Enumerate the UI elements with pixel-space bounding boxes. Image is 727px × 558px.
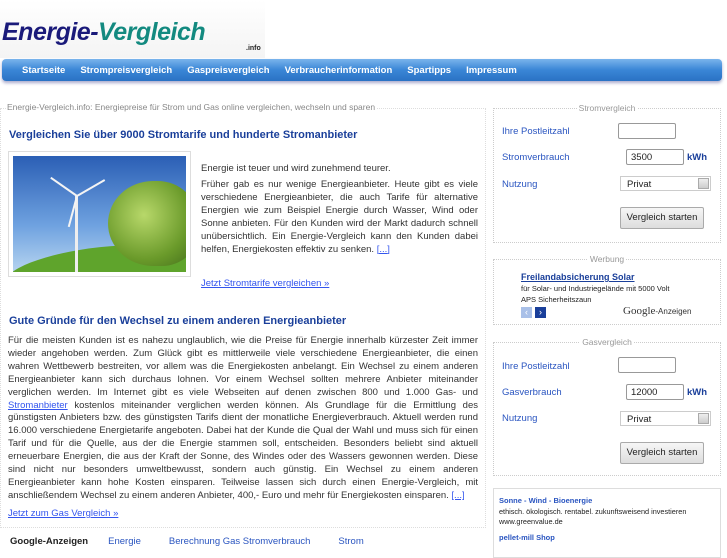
strom-comparison-form [493,103,721,243]
strom-plz-input[interactable] [618,123,676,139]
article2-title: Gute Gründe für den Wechsel zu einem anderen Energieanbieter [9,315,347,327]
google-ads-logo: Google-Anzeigen [623,305,692,317]
google-ads-bar [10,536,364,547]
stromanbieter-link[interactable]: Stromanbieter [8,399,68,411]
nav-startseite[interactable]: Startseite [22,64,66,76]
nav-impressum[interactable]: Impressum [466,64,517,76]
article2-body: Für die meisten Kunden ist es nahezu unglaublich, wie die Preise für Energie innerhalb kürzester Zeit immer wieder angehoben werden. Zum Glück gibt es mittlerweile viele verschiedene Energieanbieter, die einen wahren Wettbewerb bestreiten, vor allem was die Energiekosten anbelangt. Ein Wechsel zu einem anderen Energieanbieter kann sich durchaus lohnen. Vor einem Wechsel sollten mehrere Anbieter miteinander verglichen werden. Im Internet gibt es viele Webseiten auf denen zwischen 800 und 1.000 Gas- und Stromanbieter kostenlos miteinander verglichen werden können. Als Grundlage für die Ermittlung des günstigsten Anbieters bzw. des günstigsten Tarifs dient der monatliche Energieverbrauch. Aktuell werden rund 16.000 verschiedene Energietarife angeboten. Dabei hat der Kunde die Qual der Wahl und muss sich für einen Tarif und für die Quelle, aus der die Energie stammen soll, entscheiden. Besonders beliebt sind aktuell erneuerbare Energien, die aus der Kraft der Sonne, des Windes oder des Wassers gewonnen werden. Diese sind nicht nur besonders umweltbewusst, sondern auch günstig. Ein Wechsel zu einem anderen Energieanbieter kann hohe Kosten einsparen. Teilweise lassen sich durch einen Energie-Vergleich, mit anschließendem Wechsel zu einem anderen Anbieter, 400,- Euro und mehr für Energiekosten einsparen. [...] [8,335,478,501]
nav-gaspreisvergleich[interactable]: Gaspreisvergleich [187,64,270,76]
nav-spartipps[interactable]: Spartipps [407,64,452,76]
ad-link-berechnung[interactable]: Berechnung Gas Stromverbrauch [168,536,311,547]
gas-usage-input[interactable] [626,384,684,400]
article1-title: Vergleichen Sie über 9000 Stromtarife und hunderte Stromanbieter [9,129,358,141]
ad-link-strom[interactable]: Strom [338,536,364,547]
ad-box [493,254,721,325]
nav-strompreisvergleich[interactable]: Strompreisvergleich [80,64,173,76]
google-ads-label: Google-Anzeigen [10,536,89,547]
ad-line2: APS Sicherheitszaun [521,295,592,304]
wind-turbine-image [8,151,191,277]
prev-arrow-icon[interactable]: ‹ [521,307,532,318]
strom-unit: kWh [687,152,708,163]
gas-compare-link[interactable]: Jetzt zum Gas Vergleich » [8,508,119,519]
next-arrow-icon[interactable]: › [535,307,546,318]
ad-caption: Werbung [589,254,625,264]
article2-more-link[interactable]: [...] [451,489,465,501]
strom-type-select[interactable]: Privat [620,176,711,191]
site-logo[interactable] [0,0,265,58]
chevron-down-icon [698,178,709,189]
strom-plz-label: Ihre Postleitzahl [502,126,570,137]
gas-plz-input[interactable] [618,357,676,373]
gas-usage-label: Gasverbrauch [502,387,562,398]
ad-line1: für Solar- und Industriegelände mit 5000 Volt [521,284,670,293]
gas-submit-button[interactable]: Vergleich starten [620,442,704,464]
ad1-url[interactable]: www.greenvalue.de [499,517,563,526]
strom-submit-button[interactable]: Vergleich starten [620,207,704,229]
gas-unit: kWh [687,387,708,398]
logo-main: Energie- [2,18,99,46]
ad-link-energie[interactable]: Energie [108,536,141,547]
logo-accent: Vergleich [98,18,206,46]
main-nav [2,59,722,81]
article1-more-link[interactable]: [...] [376,243,390,255]
article1-body: Früher gab es nur wenige Energieanbieter. Heute gibt es viele verschiedene Energieanbieter, die auch Tarife für alternative Energien wie zum Beispiel Energie durch Wasser, Wind oder Sonne anbieten. Für den Kunden wird der Markt dadurch schnell unübersichtlich. Ein Energie-Vergleich kann den Kunden dabei helfen, Energiekosten effektiv zu senken. [...] [201,179,478,255]
strom-compare-link[interactable]: Jetzt Stromtarife vergleichen » [201,278,330,289]
ad1-title-link[interactable]: Sonne - Wind - Bioenergie [499,496,593,505]
tagline: Energie-Vergleich.info: Energiepreise für Strom und Gas online vergleichen, wechseln und sparen [7,102,376,112]
ad-title-link[interactable]: Freilandabsicherung Solar [521,272,635,282]
gas-type-label: Nutzung [502,413,538,424]
text-ads-box [493,488,721,558]
strom-usage-input[interactable] [626,149,684,165]
ad1-text: ethisch. ökologisch. rentabel. zukunftsweisend investieren [499,507,687,516]
strom-caption: Stromvergleich [578,103,636,113]
gas-type-select[interactable]: Privat [620,411,711,426]
strom-usage-label: Stromverbrauch [502,152,570,163]
strom-type-label: Nutzung [502,179,538,190]
ad2-title-link[interactable]: pellet-mill Shop [499,533,555,542]
nav-verbraucherinformation[interactable]: Verbraucherinformation [284,64,393,76]
gas-comparison-form [493,337,721,476]
chevron-down-icon [698,413,709,424]
gas-plz-label: Ihre Postleitzahl [502,361,570,372]
logo-suffix: .info [246,45,261,52]
article1-lead: Energie ist teuer und wird zunehmend teurer. [201,163,391,174]
gas-caption: Gasvergleich [582,337,632,347]
